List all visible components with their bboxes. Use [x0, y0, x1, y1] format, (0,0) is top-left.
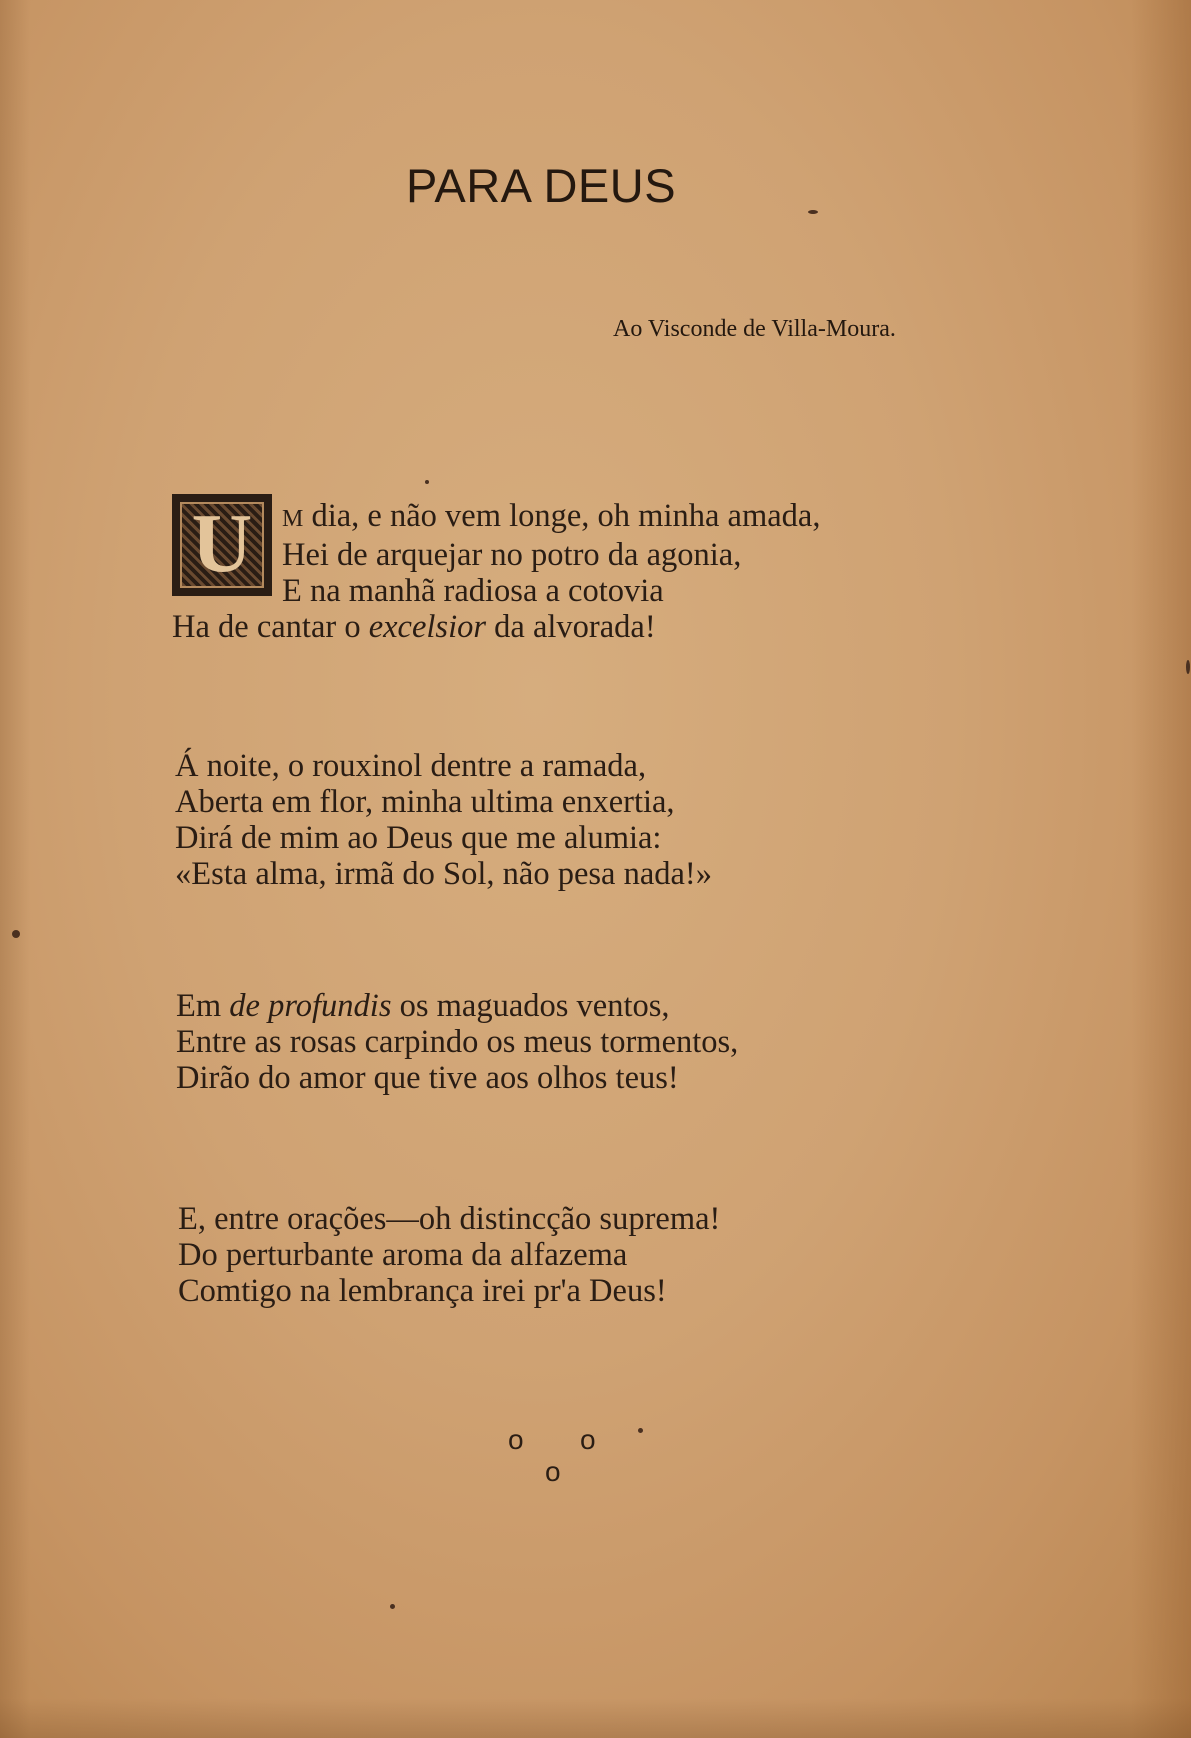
italic-text: excelsior — [368, 609, 487, 645]
ornament-circle: o — [508, 1424, 524, 1455]
stanza-3-line-1 — [176, 988, 738, 1024]
page-edge-shadow-bottom — [0, 1698, 1191, 1738]
line-text: Em — [176, 988, 230, 1024]
paper-speck — [12, 930, 20, 938]
stanza-4-line-2: Do perturbante aroma da alfazema — [178, 1237, 628, 1273]
smallcap-text: M — [282, 506, 304, 532]
paper-speck — [390, 1604, 395, 1609]
paper-speck — [1186, 660, 1190, 674]
poem-title: PARA DEUS — [406, 159, 677, 212]
line-text: Ha de cantar o — [172, 609, 369, 645]
stanza-1-line-4 — [172, 609, 820, 645]
stanza-4-line-1: E, entre orações—oh distincção suprema! — [178, 1201, 721, 1237]
stanza-4-line-3: Comtigo na lembrança irei pr'a Deus! — [178, 1273, 667, 1309]
stanza-1 — [172, 498, 820, 645]
ornament-circle: o — [545, 1456, 561, 1487]
page-edge-shadow-right — [1131, 0, 1191, 1738]
stanza-3-line-3: Dirão do amor que tive aos olhos teus! — [176, 1060, 679, 1096]
stanza-3 — [176, 988, 738, 1096]
italic-text: de profundis — [229, 988, 392, 1024]
stanza-2-line-1: Á noite, o rouxinol dentre a ramada, — [175, 748, 647, 784]
stanza-2-line-2: Aberta em flor, minha ultima enxertia, — [175, 784, 675, 820]
page-edge-shadow-left — [0, 0, 30, 1738]
dedication: Ao Visconde de Villa-Moura. — [613, 316, 896, 342]
ornament-circle: o — [580, 1424, 596, 1455]
line-text: os maguados ventos, — [391, 988, 670, 1024]
paper-speck — [425, 480, 429, 484]
paper-speck — [638, 1428, 643, 1433]
stanza-1-line-2: Hei de arquejar no potro da agonia, — [282, 537, 742, 573]
paper-speck — [808, 210, 818, 214]
stanza-1-line-1 — [172, 498, 820, 537]
stanza-1-line-3: E na manhã radiosa a cotovia — [282, 573, 664, 609]
stanza-2-line-3: Dirá de mim ao Deus que me alumia: — [175, 820, 662, 856]
stanza-2 — [175, 748, 712, 892]
stanza-4 — [178, 1201, 720, 1309]
stanza-3-line-2: Entre as rosas carpindo os meus tormentos, — [176, 1024, 739, 1060]
line-text: da alvorada! — [486, 609, 656, 645]
line-text: dia, e não vem longe, oh minha amada, — [303, 498, 821, 534]
decorative-initial-letter: U — [191, 497, 253, 590]
stanza-2-line-4: «Esta alma, irmã do Sol, não pesa nada!» — [175, 856, 712, 892]
